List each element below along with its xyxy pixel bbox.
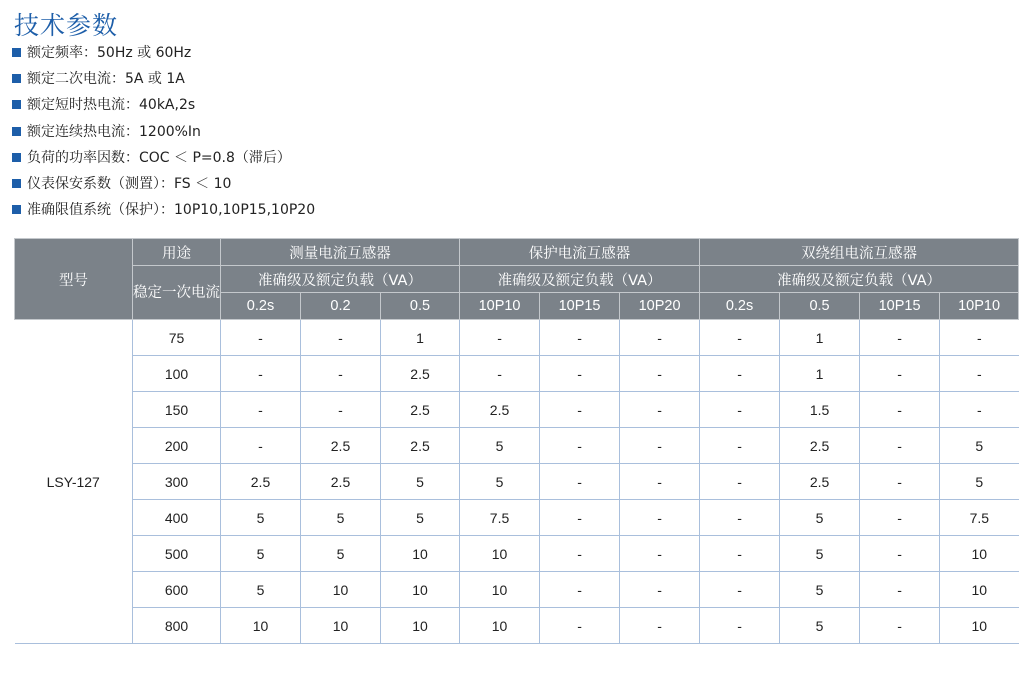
value-cell: -: [221, 356, 301, 392]
header-sub-dual: 准确级及额定负载（VA）: [700, 266, 1019, 293]
table-row: [15, 320, 1019, 356]
square-bullet-icon: [12, 205, 21, 214]
value-cell: -: [860, 464, 940, 500]
value-cell: 2.5: [780, 428, 860, 464]
square-bullet-icon: [12, 153, 21, 162]
header-group-protect: 保护电流互感器: [460, 239, 700, 266]
value-cell: 2.5: [301, 464, 381, 500]
value-cell: -: [860, 500, 940, 536]
header-use: 用途: [133, 239, 221, 266]
value-cell: -: [460, 320, 540, 356]
value-cell: 10: [381, 572, 460, 608]
spec-text: 额定二次电流：5A 或 1A: [27, 71, 185, 88]
model-cell: LSY-127: [15, 320, 133, 644]
value-cell: 1: [780, 320, 860, 356]
value-cell: 5: [381, 500, 460, 536]
header-column: 0.2: [301, 293, 381, 320]
value-cell: -: [860, 320, 940, 356]
table-body: [15, 320, 1019, 644]
value-cell: -: [700, 500, 780, 536]
header-sub-protect: 准确级及额定负载（VA）: [460, 266, 700, 293]
current-cell: 400: [133, 500, 221, 536]
page-title: 技术参数: [14, 11, 119, 40]
header-column: 10P15: [540, 293, 620, 320]
value-cell: -: [620, 608, 700, 644]
header-group-measure: 测量电流互感器: [221, 239, 460, 266]
spec-item: [12, 66, 315, 92]
value-cell: 1: [780, 356, 860, 392]
value-cell: -: [620, 572, 700, 608]
value-cell: -: [700, 572, 780, 608]
value-cell: -: [540, 608, 620, 644]
spec-text: 额定短时热电流：40kA,2s: [27, 97, 196, 114]
value-cell: 1: [381, 320, 460, 356]
spec-item: [12, 145, 315, 171]
spec-item: [12, 197, 315, 223]
value-cell: -: [860, 392, 940, 428]
value-cell: -: [540, 500, 620, 536]
value-cell: 5: [301, 536, 381, 572]
spec-table: [14, 238, 1019, 644]
header-column: 10P10: [940, 293, 1019, 320]
current-cell: 500: [133, 536, 221, 572]
table-row: [15, 464, 1019, 500]
value-cell: 1.5: [780, 392, 860, 428]
value-cell: -: [540, 572, 620, 608]
value-cell: 10: [460, 536, 540, 572]
value-cell: 2.5: [381, 428, 460, 464]
value-cell: -: [221, 320, 301, 356]
header-column: 10P15: [860, 293, 940, 320]
value-cell: 10: [940, 608, 1019, 644]
value-cell: -: [620, 392, 700, 428]
value-cell: -: [221, 392, 301, 428]
value-cell: -: [620, 464, 700, 500]
value-cell: -: [540, 464, 620, 500]
value-cell: 10: [940, 572, 1019, 608]
square-bullet-icon: [12, 48, 21, 57]
spec-item: [12, 171, 315, 197]
value-cell: -: [700, 428, 780, 464]
value-cell: 2.5: [301, 428, 381, 464]
value-cell: 5: [221, 500, 301, 536]
current-cell: 100: [133, 356, 221, 392]
value-cell: -: [620, 500, 700, 536]
header-column: 10P10: [460, 293, 540, 320]
value-cell: 5: [940, 464, 1019, 500]
spec-item: [12, 40, 315, 66]
value-cell: 5: [301, 500, 381, 536]
header-column: 0.2s: [700, 293, 780, 320]
value-cell: -: [221, 428, 301, 464]
spec-text: 准确限值系统（保护）：10P10,10P15,10P20: [27, 202, 316, 219]
header-model: 型号: [15, 239, 133, 320]
value-cell: 2.5: [780, 464, 860, 500]
table-row: [15, 428, 1019, 464]
spec-text: 仪表保安系数（测置）：FS ＜ 10: [27, 175, 232, 192]
value-cell: -: [620, 428, 700, 464]
value-cell: 5: [780, 536, 860, 572]
spec-item: [12, 92, 315, 118]
value-cell: 10: [460, 572, 540, 608]
value-cell: 5: [221, 536, 301, 572]
square-bullet-icon: [12, 100, 21, 109]
value-cell: -: [301, 320, 381, 356]
current-cell: 200: [133, 428, 221, 464]
header-column: 10P20: [620, 293, 700, 320]
table-row: [15, 500, 1019, 536]
value-cell: -: [620, 320, 700, 356]
value-cell: -: [540, 392, 620, 428]
table-row: [15, 536, 1019, 572]
value-cell: -: [460, 356, 540, 392]
value-cell: 5: [381, 464, 460, 500]
value-cell: -: [700, 320, 780, 356]
value-cell: -: [700, 608, 780, 644]
value-cell: 2.5: [381, 356, 460, 392]
current-cell: 300: [133, 464, 221, 500]
value-cell: -: [540, 356, 620, 392]
value-cell: -: [301, 392, 381, 428]
value-cell: 2.5: [381, 392, 460, 428]
value-cell: -: [860, 608, 940, 644]
value-cell: -: [540, 320, 620, 356]
value-cell: 7.5: [940, 500, 1019, 536]
current-cell: 600: [133, 572, 221, 608]
value-cell: -: [700, 464, 780, 500]
value-cell: -: [620, 356, 700, 392]
value-cell: -: [860, 428, 940, 464]
current-cell: 800: [133, 608, 221, 644]
current-cell: 75: [133, 320, 221, 356]
value-cell: -: [301, 356, 381, 392]
table-row: [15, 608, 1019, 644]
square-bullet-icon: [12, 74, 21, 83]
table-row: [15, 392, 1019, 428]
value-cell: 10: [381, 608, 460, 644]
value-cell: 5: [780, 572, 860, 608]
value-cell: -: [700, 536, 780, 572]
value-cell: -: [860, 572, 940, 608]
square-bullet-icon: [12, 127, 21, 136]
value-cell: 10: [381, 536, 460, 572]
value-cell: 10: [940, 536, 1019, 572]
table-row: [15, 572, 1019, 608]
value-cell: 2.5: [460, 392, 540, 428]
value-cell: -: [860, 536, 940, 572]
value-cell: 2.5: [221, 464, 301, 500]
value-cell: 5: [940, 428, 1019, 464]
value-cell: 5: [221, 572, 301, 608]
value-cell: 10: [221, 608, 301, 644]
header-current: 稳定一次电流: [133, 266, 221, 320]
value-cell: -: [940, 356, 1019, 392]
header-column: 0.5: [780, 293, 860, 320]
value-cell: -: [540, 536, 620, 572]
table-row: [15, 356, 1019, 392]
header-column: 0.5: [381, 293, 460, 320]
value-cell: -: [540, 428, 620, 464]
value-cell: -: [700, 356, 780, 392]
value-cell: 5: [780, 500, 860, 536]
value-cell: 5: [780, 608, 860, 644]
header-sub-measure: 准确级及额定负载（VA）: [221, 266, 460, 293]
value-cell: 5: [460, 464, 540, 500]
value-cell: 10: [301, 608, 381, 644]
value-cell: 10: [301, 572, 381, 608]
spec-text: 额定频率：50Hz 或 60Hz: [27, 45, 192, 61]
value-cell: 7.5: [460, 500, 540, 536]
value-cell: -: [860, 356, 940, 392]
value-cell: -: [620, 536, 700, 572]
current-cell: 150: [133, 392, 221, 428]
spec-item: [12, 119, 315, 145]
square-bullet-icon: [12, 179, 21, 188]
spec-text: 负荷的功率因数：COC ＜ P=0.8（滞后）: [27, 149, 291, 166]
spec-text: 额定连续热电流：1200%In: [27, 123, 201, 140]
spec-list: [12, 40, 315, 223]
header-group-dual: 双绕组电流互感器: [700, 239, 1019, 266]
value-cell: -: [940, 392, 1019, 428]
header-column: 0.2s: [221, 293, 301, 320]
value-cell: 10: [460, 608, 540, 644]
value-cell: 5: [460, 428, 540, 464]
value-cell: -: [940, 320, 1019, 356]
value-cell: -: [700, 392, 780, 428]
